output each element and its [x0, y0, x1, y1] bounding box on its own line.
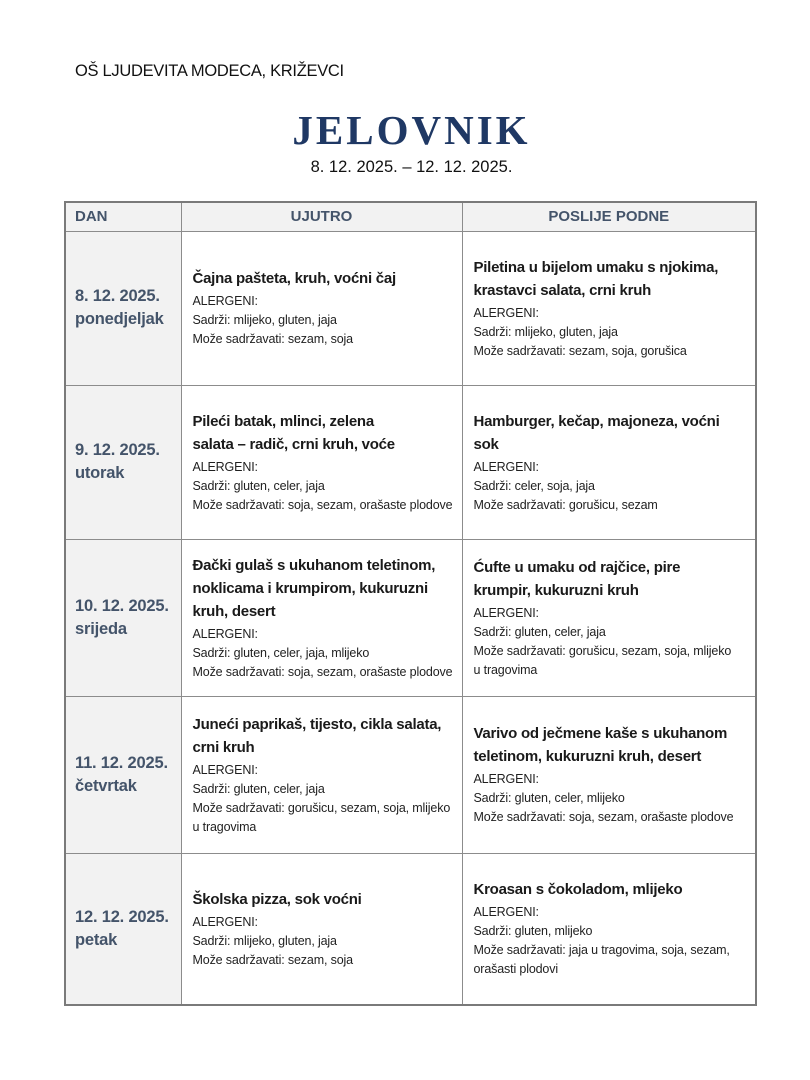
day-date: 8. 12. 2025. — [75, 287, 160, 305]
dish-title: Čajna pašteta, kruh, voćni čaj — [192, 270, 396, 287]
morning-menu-cell — [181, 539, 462, 696]
allergens-label: ALERGENI: — [192, 294, 258, 308]
dish-title: Kroasan s čokoladom, mlijeko — [473, 881, 683, 899]
menu-table — [64, 201, 757, 1006]
may-contain-line: Može sadržavati: soja, sezam, orašaste plodove — [192, 497, 453, 512]
contains-line: Sadrži: gluten, celer, jaja — [192, 478, 325, 493]
morning-menu-cell — [181, 696, 462, 853]
afternoon-menu-cell — [462, 853, 756, 1005]
afternoon-menu-cell — [462, 539, 756, 696]
allergens-label: ALERGENI: — [473, 905, 539, 920]
day-name: četvrtak — [75, 776, 137, 795]
table-row-wednesday — [65, 539, 756, 696]
day-cell — [65, 853, 181, 1005]
may-contain-line: Može sadržavati: sezam, soja — [192, 332, 353, 346]
allergens-label: ALERGENI: — [192, 626, 258, 641]
contains-line: Sadrži: celer, soja, jaja — [473, 478, 595, 493]
dish-title: Ćufte u umaku od rajčice, pire krumpir, kukuruzni kruh — [473, 558, 681, 599]
table-row-tuesday — [65, 385, 756, 539]
may-contain-line: Može sadržavati: jaja u tragovima, soja, sezam, orašasti plodovi — [473, 943, 730, 977]
may-contain-line: Može sadržavati: soja, sezam, orašaste plodove — [192, 664, 453, 679]
allergens-label: ALERGENI: — [192, 914, 258, 929]
allergens-label: ALERGENI: — [192, 459, 258, 474]
day-cell — [65, 539, 181, 696]
table-row-thursday — [65, 696, 756, 853]
contains-line: Sadrži: mlijeko, gluten, jaja — [473, 324, 618, 339]
allergens-label: ALERGENI: — [192, 762, 258, 777]
dish-title: Pileći batak, mlinci, zelena salata – radič, crni kruh, voće — [192, 412, 395, 453]
day-date: 11. 12. 2025. — [75, 753, 168, 772]
day-cell — [65, 385, 181, 539]
may-contain-line: Može sadržavati: sezam, soja — [192, 952, 353, 967]
contains-line: Sadrži: mlijeko, gluten, jaja — [192, 313, 337, 327]
day-date: 9. 12. 2025. — [75, 441, 160, 459]
day-cell — [65, 696, 181, 853]
page-title: JELOVNIK — [292, 107, 531, 153]
day-name: ponedjeljak — [75, 310, 164, 328]
morning-menu-cell — [181, 385, 462, 539]
may-contain-line: Može sadržavati: soja, sezam, orašaste plodove — [473, 810, 734, 824]
may-contain-line: Može sadržavati: gorušicu, sezam — [473, 497, 658, 512]
afternoon-menu-cell — [462, 696, 756, 853]
may-contain-line: Može sadržavati: gorušicu, sezam, soja, mlijeko u tragovima — [192, 800, 451, 834]
contains-line: Sadrži: gluten, celer, jaja — [192, 781, 325, 796]
may-contain-line: Može sadržavati: sezam, soja, gorušica — [473, 343, 687, 358]
dish-title: Varivo od ječmene kaše s ukuhanom teletinom, kukuruzni kruh, desert — [473, 725, 728, 765]
contains-line: Sadrži: mlijeko, gluten, jaja — [192, 933, 337, 948]
dish-title: Đački gulaš s ukuhanom teletinom, noklicama i krumpirom, kukuruzni kruh, desert — [192, 556, 436, 620]
table-header — [65, 202, 756, 231]
day-name: utorak — [75, 464, 125, 482]
dish-title: Hamburger, kečap, majoneza, voćni sok — [473, 412, 720, 453]
allergens-label: ALERGENI: — [473, 459, 539, 474]
contains-line: Sadrži: gluten, celer, jaja — [473, 624, 606, 639]
afternoon-menu-cell — [462, 385, 756, 539]
column-header-ujutro: UJUTRO — [181, 202, 462, 231]
date-range: 8. 12. 2025. – 12. 12. 2025. — [310, 158, 513, 176]
table-header-row — [65, 202, 756, 231]
day-name: petak — [75, 930, 118, 949]
table-row-monday — [65, 231, 756, 385]
allergens-label: ALERGENI: — [473, 305, 539, 320]
day-name: srijeda — [75, 619, 127, 638]
contains-line: Sadrži: gluten, mlijeko — [473, 924, 593, 939]
school-name: OŠ LJUDEVITA MODECA, KRIŽEVCI — [75, 62, 344, 80]
may-contain-line: Može sadržavati: gorušicu, sezam, soja, mlijeko u tragovima — [473, 643, 732, 677]
morning-menu-cell — [181, 853, 462, 1005]
column-header-dan: DAN — [65, 202, 181, 231]
dish-title: Školska pizza, sok voćni — [192, 890, 362, 908]
contains-line: Sadrži: gluten, celer, jaja, mlijeko — [192, 645, 370, 660]
column-header-poslije-podne: POSLIJE PODNE — [462, 202, 756, 231]
contains-line: Sadrži: gluten, celer, mlijeko — [473, 791, 625, 805]
day-date: 10. 12. 2025. — [75, 596, 169, 615]
dish-title: Piletina u bijelom umaku s njokima, krastavci salata, crni kruh — [473, 258, 719, 299]
afternoon-menu-cell — [462, 231, 756, 385]
day-date: 12. 12. 2025. — [75, 907, 169, 926]
table-body — [65, 231, 756, 1005]
table-row-friday — [65, 853, 756, 1005]
morning-menu-cell — [181, 231, 462, 385]
allergens-label: ALERGENI: — [473, 772, 539, 786]
allergens-label: ALERGENI: — [473, 605, 539, 620]
day-cell — [65, 231, 181, 385]
dish-title: Juneći paprikaš, tijesto, cikla salata, crni kruh — [192, 715, 442, 756]
